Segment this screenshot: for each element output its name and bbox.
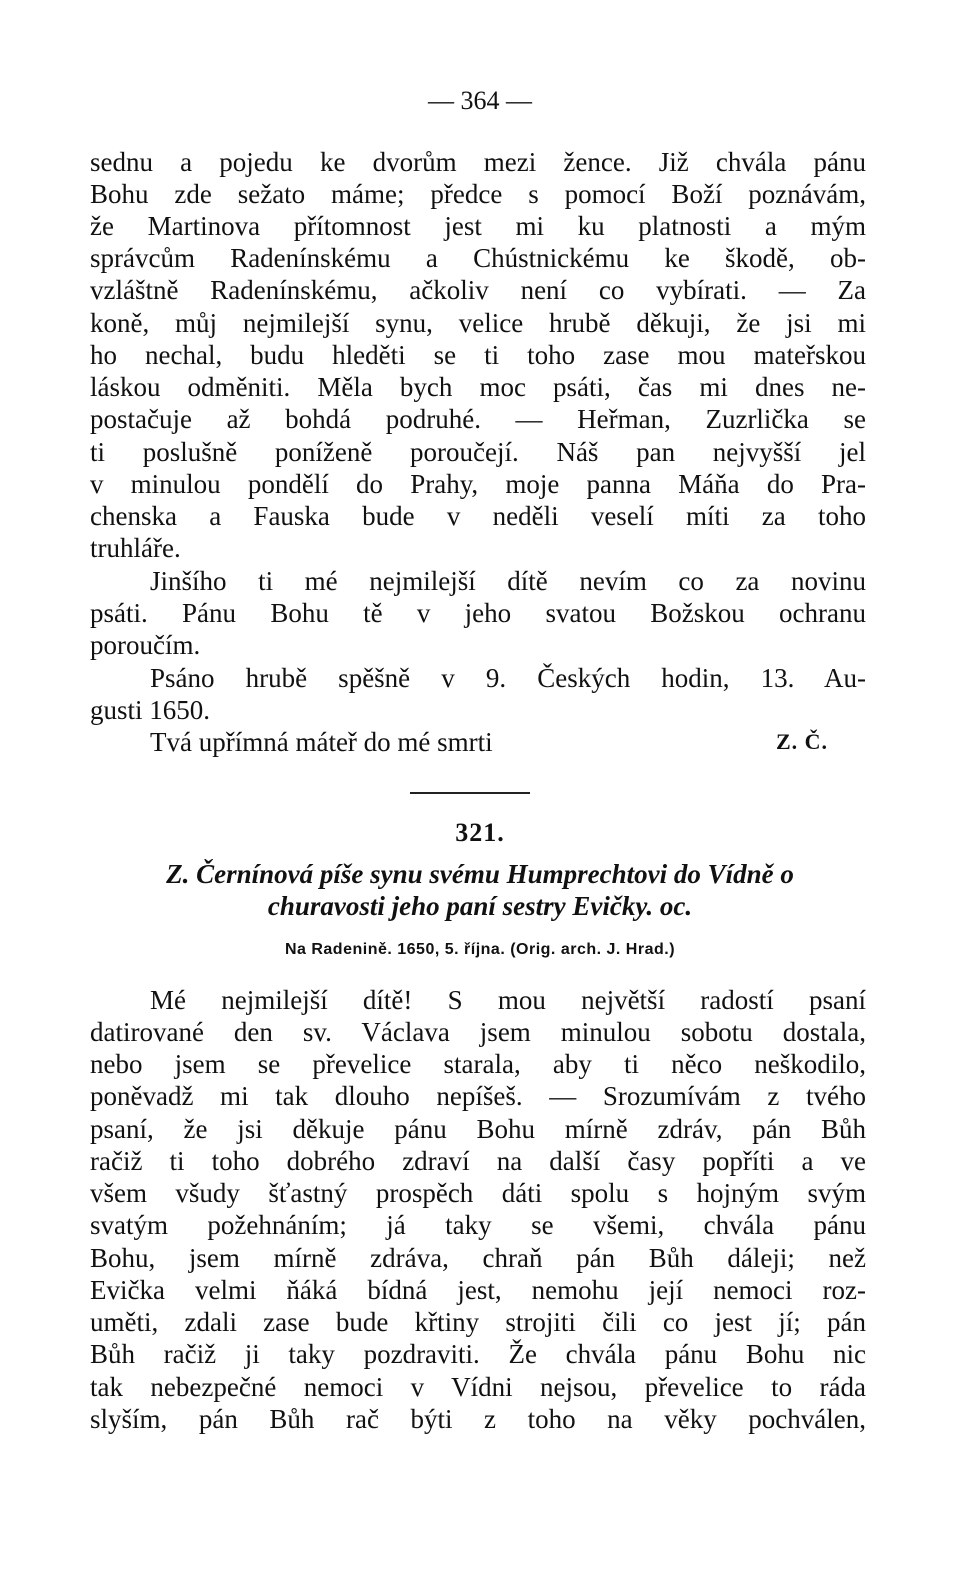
section-heading-line-1: Z. Černínová píše synu svému Humprechtovi do Vídně o xyxy=(166,859,794,889)
signature-initials: Z. Č. xyxy=(776,729,829,754)
letter-two-line-5: psaní, že jsi děkuje pánu Bohu mírně zdráv, pán Bůh xyxy=(90,1114,866,1144)
letter-one-line-13: truhláře. xyxy=(90,533,181,563)
letter-one-line-12: chenska a Fauska bude v neděli veselí míti za toho xyxy=(90,501,866,531)
date-line-2: gusti 1650. xyxy=(90,695,211,725)
section-heading-line-2: churavosti jeho paní sestry Evičky. oc. xyxy=(267,891,693,921)
letter-one-line-6: koně, můj nejmilejší synu, velice hrubě děkuji, že jsi mi xyxy=(90,308,866,338)
letter-two-line-10: Evička velmi ňáká bídná jest, nemohu její nemoci roz- xyxy=(90,1275,866,1305)
signature-row xyxy=(150,726,866,758)
letter-one-line-8: láskou odměniti. Měla bych moc psáti, čas mi dnes ne- xyxy=(90,372,866,402)
closing-paragraph-line-1: Jinšího ti mé nejmilejší dítě nevím co za novinu xyxy=(150,566,866,596)
signature-text: Tvá upřímná máteř do mé smrti xyxy=(150,727,493,757)
letter-two-line-11: uměti, zdali zase bude křtiny strojiti čili co jest jí; pán xyxy=(90,1307,866,1337)
letter-one-line-3: že Martinova přítomnost jest mi ku platnosti a mým xyxy=(90,211,866,241)
letter-two-line-9: Bohu, jsem mírně zdráva, chraň pán Bůh dáleji; než xyxy=(90,1243,866,1273)
letter-one-line-5: vzláštně Radenínskému, ačkoliv není co vybírati. — Za xyxy=(90,275,866,305)
date-line-1: Psáno hrubě spěšně v 9. Českých hodin, 13. Au- xyxy=(150,663,866,693)
letter-two-line-6: račiž ti toho dobrého zdraví na další časy popříti a ve xyxy=(90,1146,866,1176)
letter-two-line-7: všem všudy šťastný prospěch dáti spolu s hojným svým xyxy=(90,1178,866,1208)
source-note: Na Radenině. 1650, 5. října. (Orig. arch. J. Hrad.) xyxy=(284,941,676,958)
letter-one-line-11: v minulou pondělí do Prahy, moje panna Máňa do Pra- xyxy=(90,469,866,499)
letter-one-line-1: sednu a pojedu ke dvorům mezi žence. Již chvála pánu xyxy=(90,147,866,177)
letter-one-line-10: ti poslušně poníženě poroučejí. Náš pan nejvyšší jel xyxy=(90,437,866,467)
section-divider xyxy=(410,792,530,794)
letter-one-line-2: Bohu zde sežato máme; předce s pomocí Boží poznávám, xyxy=(90,179,866,209)
letter-two-line-14: slyším, pán Bůh rač býti z toho na věky pochválen, xyxy=(90,1404,866,1434)
page-number: — 364 — xyxy=(428,86,532,115)
letter-two-line-13: tak nebezpečné nemoci v Vídni nejsou, převelice to ráda xyxy=(90,1372,866,1402)
letter-two-line-12: Bůh račiž ji taky pozdraviti. Že chvála pánu Bohu nic xyxy=(90,1339,866,1369)
letter-two-line-1: Mé nejmilejší dítě! S mou největší radostí psaní xyxy=(150,985,866,1015)
letter-two-line-8: svatým požehnáním; já taky se všemi, chvála pánu xyxy=(90,1210,866,1240)
letter-one-line-9: postačuje až bohdá podruhé. — Heřman, Zuzrlička se xyxy=(90,404,866,434)
letter-two-line-4: poněvadž mi tak dlouho nepíšeš. — Srozumívám z tvého xyxy=(90,1081,866,1111)
letter-one-line-7: ho nechal, budu hleděti se ti toho zase mou mateřskou xyxy=(90,340,866,370)
letter-two-line-3: nebo jsem se převelice starala, aby ti něco neškodilo, xyxy=(90,1049,866,1079)
letter-two-line-2: datirované den sv. Václava jsem minulou sobotu dostala, xyxy=(90,1017,866,1047)
closing-paragraph-line-2: psáti. Pánu Bohu tě v jeho svatou Božskou ochranu xyxy=(90,598,866,628)
letter-one-line-4: správcům Radenínskému a Chústnickému ke škodě, ob- xyxy=(90,243,866,273)
section-number: 321. xyxy=(455,818,505,847)
closing-paragraph-line-3: poroučím. xyxy=(90,630,201,660)
